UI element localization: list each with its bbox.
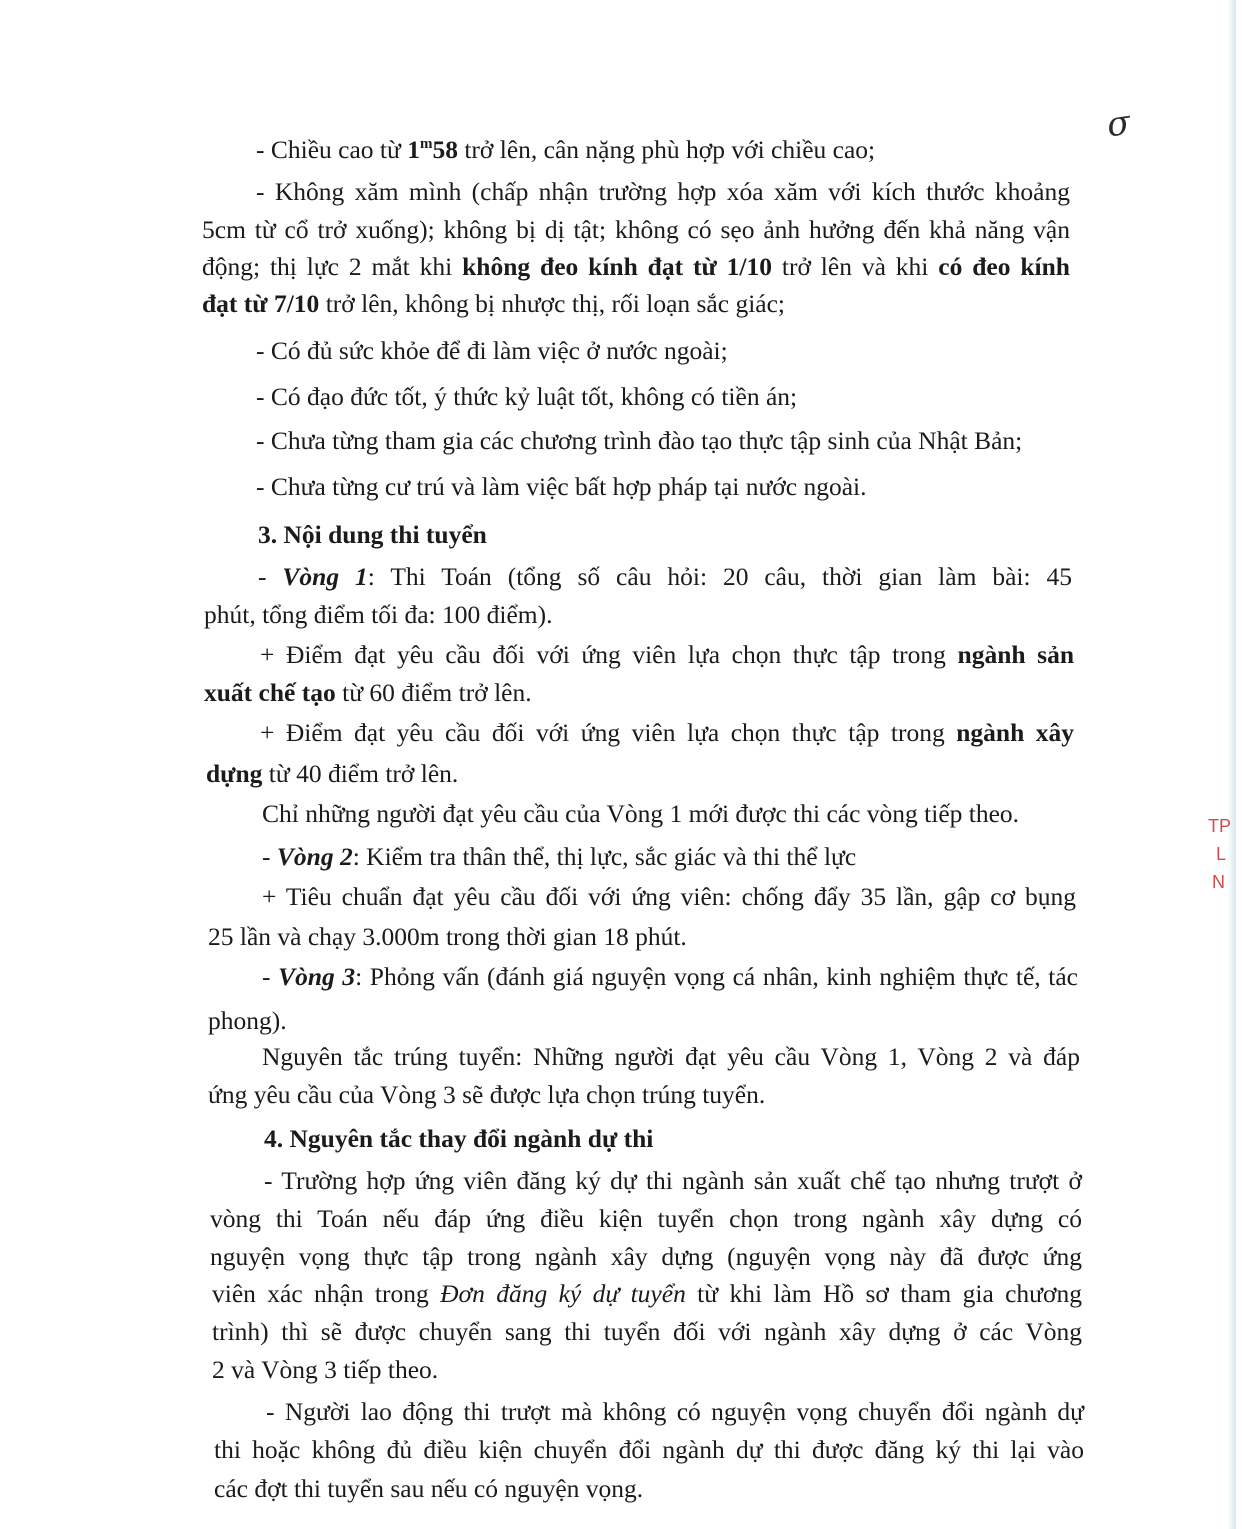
change-field-para1-line1: - Trường hợp ứng viên đăng ký dự thi ngành sản xuất chế tạo nhưng trượt ở [264,1166,1082,1195]
round1-line2: phút, tổng điểm tối đa: 100 điểm). [204,600,553,629]
requirement-height: - Chiều cao từ 1$^m$58 trở lên, cân nặng phù hợp với chiều cao; [256,135,876,164]
section-heading-exam-content: 3. Nội dung thi tuyển [258,520,487,549]
requirement-tattoo-line2: 5cm từ cổ trở xuống); không bị dị tật; không có sẹo ảnh hưởng đến khả năng vận [202,215,1070,244]
change-field-para1-line4: viên xác nhận trong Đơn đăng ký dự tuyển từ khi làm Hồ sơ tham gia chương [212,1279,1082,1308]
round2-standard-line2: 25 lần và chạy 3.000m trong thời gian 18 phút. [208,922,687,951]
round1-manufacturing-line2: xuất chế tạo từ 60 điểm trở lên. [204,678,532,707]
requirement-vision-line1: động; thị lực 2 mắt khi không đeo kính đạt từ 1/10 trở lên và khi có đeo kính [202,252,1070,281]
requirement-ethics: - Có đạo đức tốt, ý thức kỷ luật tốt, không có tiền án; [256,382,798,411]
change-field-para1-line2: vòng thi Toán nếu đáp ứng điều kiện tuyển chọn trong ngành xây dựng có [210,1204,1082,1233]
requirement-health: - Có đủ sức khỏe để đi làm việc ở nước ngoài; [256,336,728,365]
round3-line1: - Vòng 3: Phỏng vấn (đánh giá nguyện vọng cá nhân, kinh nghiệm thực tế, tác [262,962,1078,991]
red-stamp-fragment: TP L N [1208,816,1232,892]
change-field-para2-line3: các đợt thi tuyển sau nếu có nguyện vọng. [214,1474,644,1503]
round1-manufacturing-line1: + Điểm đạt yêu cầu đối với ứng viên lựa chọn thực tập trong ngành sản [260,640,1075,669]
requirement-vision-line2: đạt từ 7/10 trở lên, không bị nhược thị, rối loạn sắc giác; [202,289,785,318]
change-field-para1-line6: 2 và Vòng 3 tiếp theo. [212,1355,439,1384]
round1-line1: - Vòng 1: Thi Toán (tổng số câu hỏi: 20 câu, thời gian làm bài: 45 [258,562,1072,591]
round1-pass-note: Chỉ những người đạt yêu cầu của Vòng 1 mới được thi các vòng tiếp theo. [262,799,1020,828]
section-heading-change-field: 4. Nguyên tắc thay đổi ngành dự thi [264,1124,654,1153]
round2-line: - Vòng 2: Kiểm tra thân thể, thị lực, sắc giác và thi thể lực [262,842,857,871]
requirement-no-illegal-stay: - Chưa từng cư trú và làm việc bất hợp pháp tại nước ngoài. [256,472,867,501]
selection-principle-line2: ứng yêu cầu của Vòng 3 sẽ được lựa chọn trúng tuyển. [208,1080,766,1109]
round3-line2: phong). [208,1006,287,1035]
change-field-para2-line2: thi hoặc không đủ điều kiện chuyển đổi ngành dự thi được đăng ký thi lại vào [214,1435,1084,1464]
requirement-tattoo-line1: - Không xăm mình (chấp nhận trường hợp xóa xăm với kích thước khoảng [256,177,1070,206]
selection-principle-line1: Nguyên tắc trúng tuyển: Những người đạt yêu cầu Vòng 1, Vòng 2 và đáp [262,1042,1080,1071]
requirement-no-prior-program: - Chưa từng tham gia các chương trình đào tạo thực tập sinh của Nhật Bản; [256,426,1023,455]
round1-construction-line2: dựng từ 40 điểm trở lên. [206,759,459,788]
change-field-para1-line5: trình) thì sẽ được chuyển sang thi tuyển đối với ngành xây dựng ở các Vòng [212,1317,1082,1346]
change-field-para1-line3: nguyện vọng thực tập trong ngành xây dựng (nguyện vọng này đã được ứng [210,1242,1082,1271]
handwritten-initial: σ [1104,102,1133,146]
change-field-para2-line1: - Người lao động thi trượt mà không có nguyện vọng chuyển đổi ngành dự [266,1397,1084,1426]
round1-construction-line1: + Điểm đạt yêu cầu đối với ứng viên lựa chọn thực tập trong ngành xây [260,718,1075,747]
round2-standard-line1: + Tiêu chuẩn đạt yêu cầu đối với ứng viên: chống đẩy 35 lần, gập cơ bụng [262,882,1076,911]
